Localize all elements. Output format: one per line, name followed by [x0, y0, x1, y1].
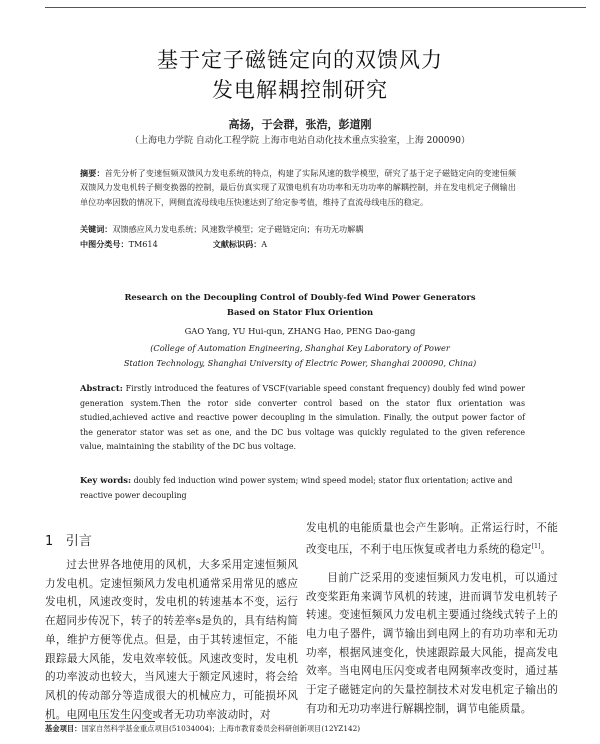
affiliation-en-line-2: Station Technology, Shanghai University of Electric Power, Shanghai 200090, China) [123, 358, 477, 368]
abstract-cn-text: 首先分析了变速恒频双馈风力发电系统的特点，构建了实际风速的数学模型，研究了基于定子磁链定向的变速恒频双馈风力发电机转子侧变换器的控制，最后仿真实现了双馈电机有功功率和无功功率的解耦控制，并在发电机定子侧输出单位功率因数的情况下，网侧直流母线电压快速达到了给定参考值，维持了直流母线电压的稳定。 [80, 168, 516, 207]
funding-footnote [45, 724, 585, 734]
keywords-cn-label: 关键词： [80, 224, 113, 234]
keywords-cn [80, 224, 520, 235]
doc-code-value: A [261, 239, 268, 249]
affiliation-cn: （上海电力学院 自动化工程学院 上海市电站自动化技术重点实验室，上海 200090） [130, 136, 470, 146]
header-rule [45, 7, 586, 8]
clc-value: TM614 [128, 239, 158, 249]
paper-title-line-1: 基于定子磁链定向的双馈风力 [157, 48, 443, 72]
body-paragraph: 过去世界各地使用的风机，大多采用定速恒频风力发电机。定速恒频风力发电机通常采用常见的感应发电机，风速改变时，发电机的转速基本不变，运行在超同步传况下，转子的转差率s是负的，具有结构简单，维护方便等优点。但是，由于其转速恒定，不能跟踪最大风能，发电效率较低。风速改变时，发电机的功率波动也较大，当风速大于额定风速时，将会给风机的传动部分等造成很大的机械应力，可能损坏风机。电网电压发生闪变或者无功功率波动时，对 [45, 559, 298, 721]
keywords-en-label: Key words: [80, 475, 132, 485]
body-paragraph [306, 519, 558, 559]
section-heading [45, 530, 92, 549]
body-column-left [45, 556, 298, 724]
footnote-text: 国家自然科学基金重点项目(51034004)；上海市教育委员会科研创新项目(12YZ142) [81, 724, 361, 733]
abstract-en-text: Firstly introduced the features of VSCF(variable speed constant frequency) doubly fed wind power generation system.Then the rotor side converter control based on the stator flux orientation was studied,achieved active and reactive power decoupling in the simulation. Finally, the output power factor of the generator stator was set as one, and the DC bus voltage was quickly regulated to the given reference value, maintaining the stability of the DC bus voltage. [80, 384, 525, 452]
authors-cn: 高扬，于会群，张浩，彭道刚 [228, 118, 372, 131]
body-column-right [306, 519, 558, 719]
authors-en: GAO Yang, YU Hui-qun, ZHANG Hao, PENG Dao-gang [184, 326, 416, 336]
keywords-en-text: doubly fed induction wind power system; wind speed model; stator flux orientation; active and reactive power decoupling [80, 476, 513, 500]
abstract-cn [80, 166, 516, 209]
doc-code-label: 文献标识码： [212, 239, 262, 249]
abstract-cn-label: 摘要： [80, 168, 105, 178]
section-title: 引言 [65, 534, 92, 549]
keywords-cn-text: 双馈感应风力发电系统；风速数学模型；定子磁链定向；有功无功解耦 [112, 224, 364, 234]
abstract-en-label: Abstract: [80, 383, 123, 393]
english-title-line-2: Based on Stator Flux Oriention [226, 307, 374, 317]
abstract-en [80, 381, 525, 455]
body-text-end: 。 [540, 543, 552, 556]
body-text: 发电机的电能质量也会产生影响。正常运行时，不能改变电压，不利于电压恢复或者电力系统的稳定 [306, 522, 558, 556]
classification-line [80, 239, 520, 250]
footnote-rule [45, 721, 155, 722]
section-number: 1 [45, 534, 54, 549]
paper-title-line-2: 发电解耦控制研究 [212, 78, 388, 102]
citation-ref: [1] [531, 542, 541, 550]
affiliation-en-line-1: (College of Automation Engineering, Shanghai Key Laboratory of Power [150, 343, 450, 353]
clc-label: 中图分类号： [80, 239, 129, 249]
footnote-label: 基金项目： [45, 724, 82, 733]
keywords-en [80, 473, 525, 503]
body-paragraph: 目前广泛采用的变速恒频风力发电机，可以通过改变桨距角来调节风机的转速，进而调节发电机转子转速。变速恒频风力发电机主要通过绕线式转子上的电力电子器件，调节输出到电网上的有功功率和无功功率，根据风速变化，快速跟踪最大风能，提高发电效率。当电网电压闪变或者电网频率改变时，通过基于定子磁链定向的矢量控制技术对发电机定子输出的有功和无功功率进行解耦控制，调节电能质量。 [306, 571, 558, 715]
english-title-line-1: Research on the Decoupling Control of Doubly-fed Wind Power Generators [124, 292, 476, 302]
